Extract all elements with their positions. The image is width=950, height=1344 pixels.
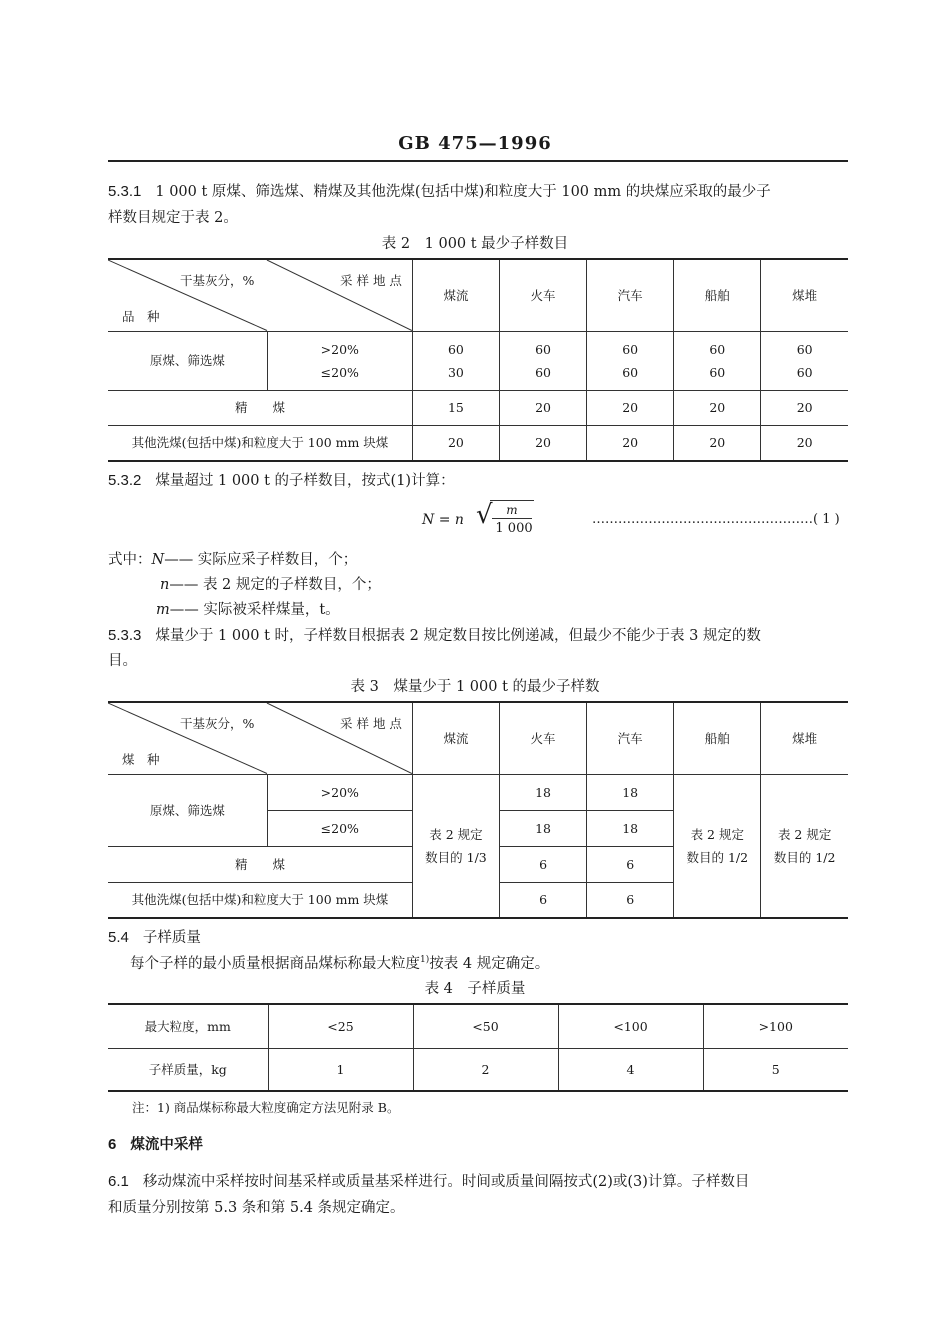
cell: 表 2 规定 bbox=[777, 826, 832, 842]
col-header: 船舶 bbox=[674, 259, 761, 331]
cell: 数目的 1/3 bbox=[425, 849, 487, 865]
row-label: 原煤、筛选煤 bbox=[108, 331, 267, 390]
table4-caption: 表 4 子样质量 bbox=[424, 981, 526, 997]
section-6-heading: 6 煤流中采样 bbox=[108, 1136, 203, 1153]
row-label: 子样质量，kg bbox=[108, 1048, 268, 1091]
col-header: 煤流 bbox=[412, 259, 499, 331]
cell bbox=[761, 331, 848, 390]
table-row bbox=[108, 390, 848, 425]
col-header: 汽车 bbox=[587, 702, 674, 774]
section-5-3-3: 5.3.3 煤量少于 1 000 t 时，子样数目根据表 2 规定数目按比例递减，但最少不能少于表 3 规定的数 bbox=[108, 627, 761, 644]
col-header: 船舶 bbox=[674, 702, 761, 774]
ash-sub bbox=[267, 331, 412, 390]
cell: 18 bbox=[500, 774, 587, 810]
table-3 bbox=[108, 701, 848, 919]
col-header: 煤堆 bbox=[761, 702, 848, 774]
cell: 20 bbox=[674, 425, 761, 461]
cell bbox=[674, 331, 761, 390]
cell: 15 bbox=[412, 390, 499, 425]
header-rule bbox=[108, 160, 848, 162]
cell: 表 2 规定 bbox=[429, 826, 483, 842]
sqrt-icon: √ bbox=[476, 500, 493, 530]
row-label: 精 煤 bbox=[108, 846, 412, 882]
cell-ship bbox=[674, 774, 761, 918]
where-n: n—— 表 2 规定的子样数目，个； bbox=[160, 577, 381, 593]
cell-pile bbox=[761, 774, 848, 918]
table-row bbox=[108, 331, 848, 390]
section-6-1: 6.1 移动煤流中采样按时间基采样或质量基采样进行。时间或质量间隔按式(2)或(3)计算。子样数目 bbox=[108, 1173, 750, 1190]
row-label: 原煤、筛选煤 bbox=[108, 774, 267, 846]
cell: <25 bbox=[268, 1004, 413, 1048]
table4-note: 注：1) 商品煤标称最大粒度确定方法见附录 B。 bbox=[132, 1100, 400, 1115]
cell: 60 bbox=[709, 364, 726, 380]
cell-flow bbox=[412, 774, 499, 918]
cell: 60 bbox=[535, 341, 551, 357]
cell: 20 bbox=[674, 390, 761, 425]
table3-caption: 表 3 煤量少于 1 000 t 的最少子样数 bbox=[350, 679, 600, 695]
cell: 6 bbox=[587, 846, 674, 882]
cell bbox=[587, 331, 674, 390]
cell: 20 bbox=[500, 390, 587, 425]
cell: ≤20% bbox=[267, 810, 412, 846]
cell: 数目的 1/2 bbox=[773, 849, 836, 865]
table-4 bbox=[108, 1003, 848, 1092]
cell: 2 bbox=[413, 1048, 558, 1091]
table-row bbox=[108, 1048, 848, 1091]
cell: 4 bbox=[558, 1048, 703, 1091]
section-5-4-text: 每个子样的最小质量根据商品煤标称最大粒度$^{1)}$按表 4 规定确定。 bbox=[130, 955, 550, 972]
cell: >20% bbox=[320, 341, 359, 357]
row-label: 最大粒度，mm bbox=[108, 1004, 268, 1048]
cell: 30 bbox=[447, 364, 464, 380]
row-label: 其他洗煤(包括中煤)和粒度大于 100 mm 块煤 bbox=[108, 425, 412, 461]
section-5-3-2: 5.3.2 煤量超过 1 000 t 的子样数目，按式(1)计算： bbox=[108, 472, 455, 489]
table-row bbox=[108, 425, 848, 461]
standard-header: GB 475—1996 bbox=[398, 133, 552, 154]
cell: 60 bbox=[447, 341, 464, 357]
col-header: 火车 bbox=[500, 259, 587, 331]
table-row bbox=[108, 774, 848, 810]
radical-bar bbox=[490, 500, 534, 501]
table-2 bbox=[108, 258, 848, 462]
document-page: GB 475—1996 5.3.1 1 000 t 原煤、筛选煤、精煤及其他洗煤(包括中煤)和粒度大于 100 mm 的块煤应采取的最少子 样数目规定于表 2。 表 2 1 000 t 最少子样数目 干基灰分，% 采 样 地 点 品 种 煤流 火车 汽车 船舶 煤堆 原煤、筛选煤 >20% ≤20% 60 30 60 60 60 60 60 60 60 60 精 煤 15 20 20 20 20 其他洗煤(包括中煤)和粒度大于 100 mm 块煤 20 20 20 20 20 5.3.2 煤量超过 1 000 t 的子样数目，按式(1)计算： N = n √ m 1 000 ……………………………………………( 1 ) 式中：N—— 实际应采子样数目，个； n—— 表 2 规定的子样数目，个； m—— 实际被采样煤量，t。 5.3.3 煤量少于 1 000 t 时，子样数目根据表 2 规定数目按比例递减，但最少不能少于表 3 规定的数 目。 表 3 煤量少于 1 000 t 的最少子样数 干基灰分，% 采 样 地 点 煤 种 煤流 火车 汽车 船舶 煤堆 原煤、筛选煤 >20% 表 2 规定 数目的 1/3 18 18 表 2 规定 数目的 1/2 表 2 规定 数目的 1/2 ≤20% 18 18 精 煤 6 6 其他洗煤(包括中煤)和粒度大于 100 mm 块煤 6 6 5.4 子样质量 每个子样的最小质量根据商品煤标称最大粒度$^{1)}$按表 4 规定确定。 表 4 子样质量 最大粒度，mm <25 <50 <100 >100 子样质量，kg 1 2 4 5 注：1) 商品煤标称最大粒度确定方法见附录 B。 6 煤流中采样 6.1 移动煤流中采样按时间基采样或质量基采样进行。时间或质量间隔按式(2)或(3)计算。子样数目 和质量分别按第 5.3 条和第 5.4 条规定确定。 bbox=[0, 0, 950, 1344]
cell: 60 bbox=[535, 364, 551, 380]
cell bbox=[412, 331, 499, 390]
col-header: 火车 bbox=[500, 702, 587, 774]
table-row bbox=[108, 1004, 848, 1048]
section-5-3-1-cont: 样数目规定于表 2。 bbox=[108, 210, 238, 226]
cell: 60 bbox=[796, 341, 813, 357]
col-header: 汽车 bbox=[587, 259, 674, 331]
cell: 6 bbox=[500, 882, 587, 918]
section-5-4: 5.4 子样质量 bbox=[108, 929, 201, 946]
section-5-3-3-cont: 目。 bbox=[108, 653, 137, 669]
table3-diagonal-header: 干基灰分，% 采 样 地 点 煤 种 bbox=[108, 702, 412, 774]
cell: 6 bbox=[587, 882, 674, 918]
where-N: 式中：N—— 实际应采子样数目，个； bbox=[108, 552, 358, 568]
cell: 18 bbox=[587, 810, 674, 846]
table2-caption: 表 2 1 000 t 最少子样数目 bbox=[381, 236, 569, 252]
cell: >20% bbox=[267, 774, 412, 810]
equation-number: ……………………………………………( 1 ) bbox=[592, 512, 840, 527]
cell: >100 bbox=[703, 1004, 848, 1048]
cell: 60 bbox=[796, 364, 813, 380]
col-header: 煤流 bbox=[412, 702, 499, 774]
cell: 18 bbox=[587, 774, 674, 810]
cell: <50 bbox=[413, 1004, 558, 1048]
cell: 20 bbox=[500, 425, 587, 461]
cell: 1 bbox=[268, 1048, 413, 1091]
cell: <100 bbox=[558, 1004, 703, 1048]
row-label: 精 煤 bbox=[108, 390, 412, 425]
cell: 5 bbox=[703, 1048, 848, 1091]
cell: 6 bbox=[500, 846, 587, 882]
cell: 20 bbox=[761, 425, 848, 461]
table2-diagonal-header: 干基灰分，% 采 样 地 点 品 种 bbox=[108, 259, 412, 331]
cell: 20 bbox=[587, 425, 674, 461]
cell: 20 bbox=[412, 425, 499, 461]
section-6-1-cont: 和质量分别按第 5.3 条和第 5.4 条规定确定。 bbox=[108, 1200, 405, 1216]
cell: ≤20% bbox=[320, 364, 359, 380]
cell: 表 2 规定 bbox=[690, 826, 744, 842]
cell: 18 bbox=[500, 810, 587, 846]
cell: 20 bbox=[761, 390, 848, 425]
col-header: 煤堆 bbox=[761, 259, 848, 331]
section-5-3-1: 5.3.1 1 000 t 原煤、筛选煤、精煤及其他洗煤(包括中煤)和粒度大于 100 mm 的块煤应采取的最少子 bbox=[108, 183, 771, 200]
cell: 数目的 1/2 bbox=[686, 849, 749, 865]
where-m: m—— 实际被采样煤量，t。 bbox=[156, 602, 340, 618]
cell: 60 bbox=[622, 341, 639, 357]
cell bbox=[500, 331, 587, 390]
cell: 60 bbox=[709, 341, 726, 357]
row-label: 其他洗煤(包括中煤)和粒度大于 100 mm 块煤 bbox=[108, 882, 412, 918]
cell: 60 bbox=[622, 364, 639, 380]
cell: 20 bbox=[587, 390, 674, 425]
